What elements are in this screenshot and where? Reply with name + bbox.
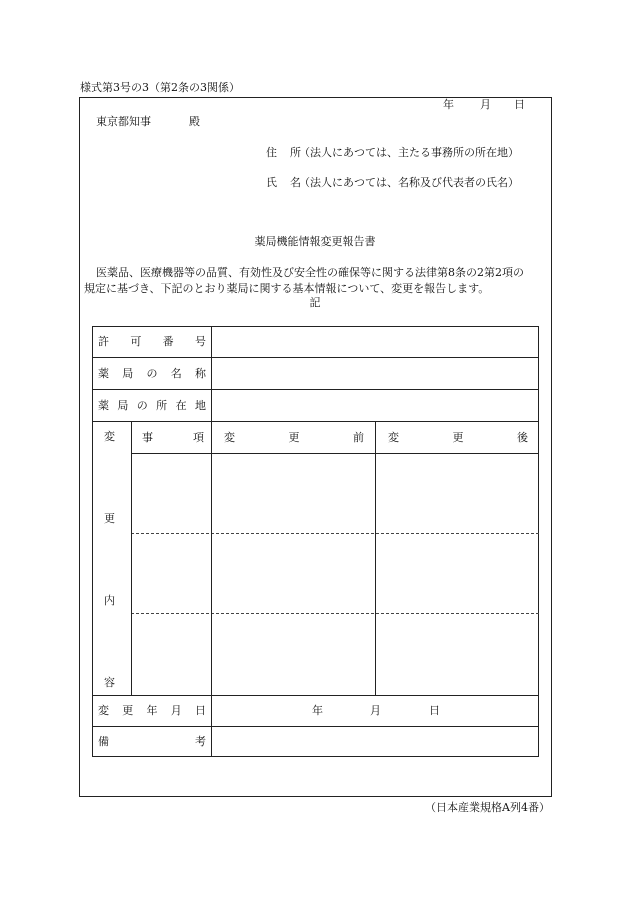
document-title: 薬局機能情報変更報告書 [254,235,376,248]
name-label-1: 氏 [266,176,277,189]
item-column-header: 事 項 [142,431,204,444]
change-date-label: 変 更 年 月 日 [98,704,206,717]
pharmacy-address-label: 薬 局 の 所 在 地 [98,399,206,412]
addressee: 東京都知事 [96,115,151,128]
body-line-1: 医薬品、医療機器等の品質、有効性及び安全性の確保等に関する法律第8条の2第2項の [96,266,524,279]
permit-number-field[interactable] [213,328,537,356]
table-col-rule [375,421,376,695]
address-label-1: 住 [266,146,277,159]
pharmacy-address-field[interactable] [213,391,537,420]
before-column-header: 変 更 前 [224,431,364,444]
change-item-field-2[interactable] [133,535,210,612]
form-number: 様式第3号の3（第2条の3関係） [80,81,240,94]
table-rule [131,453,539,454]
pharmacy-name-field[interactable] [213,359,537,388]
change-before-field-1[interactable] [213,455,374,532]
change-after-field-1[interactable] [377,455,537,532]
table-dashed-rule [131,613,539,614]
table-col-rule [131,421,132,695]
honorific: 殿 [189,115,200,128]
table-dashed-rule [131,533,539,534]
name-label-2: 名 [290,176,301,189]
change-after-field-3[interactable] [377,615,537,694]
remarks-field[interactable] [213,728,537,756]
body-line-2: 規定に基づき、下記のとおり薬局に関する基本情報について、変更を報告します。 [84,282,490,295]
table-rule [92,421,539,422]
change-content-char: 内 [104,594,115,607]
change-date-month: 月 [370,704,381,717]
date-day-label: 日 [514,98,525,111]
address-label-2: 所 [290,146,301,159]
change-item-field-3[interactable] [133,615,210,694]
change-date-year: 年 [312,704,323,717]
after-column-header: 変 更 後 [388,431,528,444]
name-note: （法人にあつては、名称及び代表者の氏名） [299,176,519,189]
change-before-field-3[interactable] [213,615,374,694]
jis-standard-note: （日本産業規格A列4番） [425,801,550,814]
change-content-char: 更 [104,512,115,525]
date-year-label: 年 [443,98,454,111]
permit-number-label: 許 可 番 号 [98,335,206,348]
address-note: （法人にあつては、主たる事務所の所在地） [299,146,519,159]
change-after-field-2[interactable] [377,535,537,612]
change-content-char: 変 [104,430,115,443]
date-month-label: 月 [480,98,491,111]
table-rule [92,726,539,727]
remarks-label: 備 考 [98,735,206,748]
change-content-char: 容 [104,676,115,689]
table-col-rule [211,326,212,757]
table-rule [92,389,539,390]
change-before-field-2[interactable] [213,535,374,612]
change-date-day: 日 [429,704,440,717]
table-rule [92,357,539,358]
table-rule [92,695,539,696]
ki-mark: 記 [309,296,321,309]
pharmacy-name-label: 薬 局 の 名 称 [98,367,206,380]
change-item-field-1[interactable] [133,455,210,532]
